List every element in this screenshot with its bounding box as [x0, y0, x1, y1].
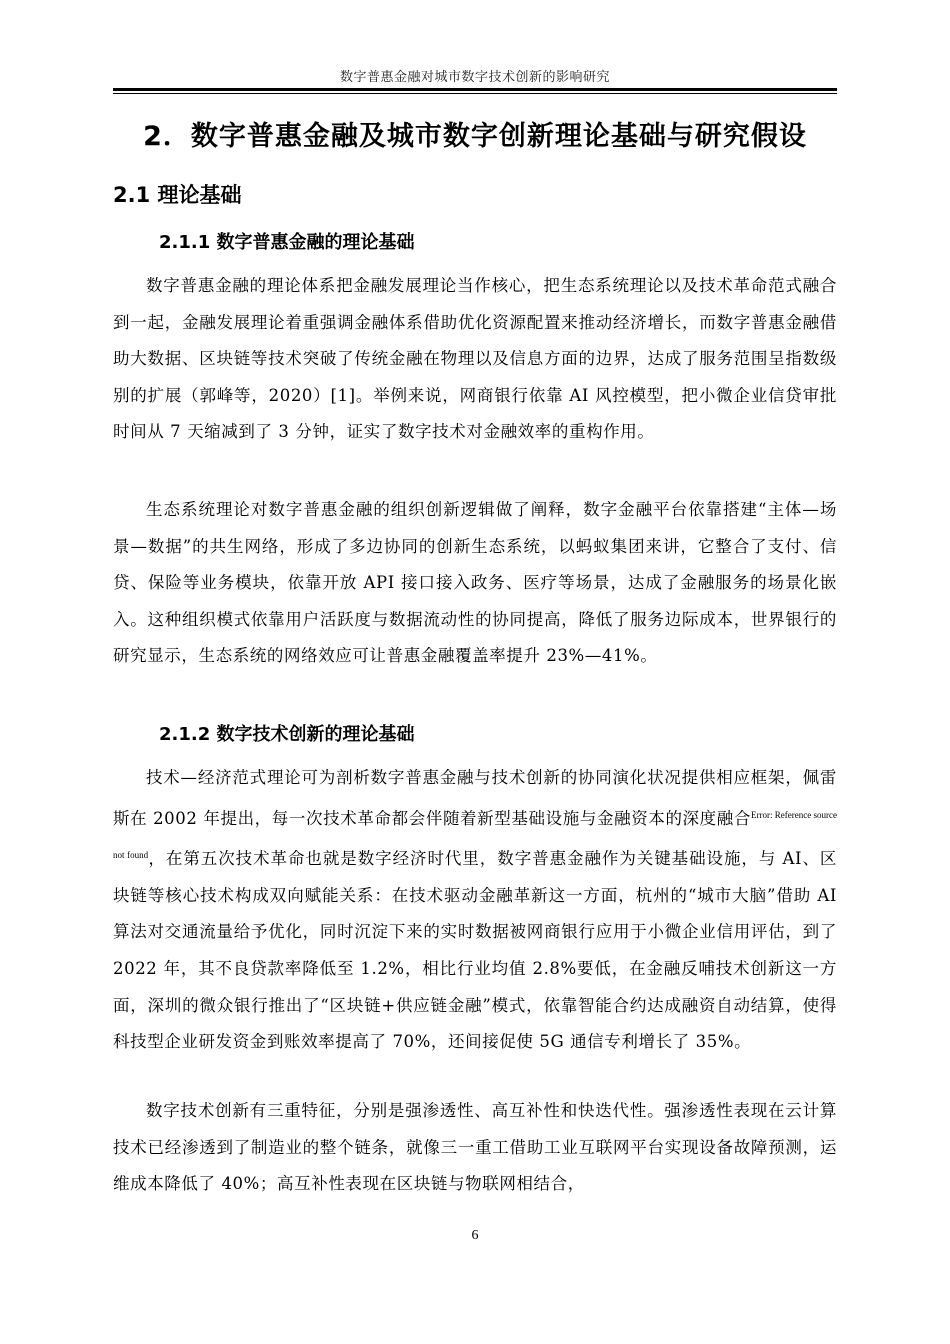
section-2-1-heading: 2.1 理论基础: [113, 183, 242, 207]
body-paragraph: 数字普惠金融的理论体系把金融发展理论当作核心，把生态系统理论以及技术革命范式融合到一起，金融发展理论着重强调金融体系借助优化资源配置来推动经济增长，而数字普惠金融借助大数据、区块链等技术突破了传统金融在物理以及信息方面的边界，达成了服务范围呈指数级别的扩展（郭峰等，2020）[1]。举例来说，网商银行依靠 AI 风控模型，把小微企业信贷审批时间从 7 天缩减到了 3 分钟，证实了数字技术对金融效率的重构作用。: [113, 276, 837, 442]
reference-error-marker: Error: Reference source not found: [113, 809, 837, 861]
page-number: 6: [471, 1228, 479, 1243]
paragraph-text: ，在第五次技术革命也就是数字经济时代里，数字普惠金融作为关键基础设施，与 AI、区块链等核心技术构成双向赋能关系：在技术驱动金融革新这一方面，杭州的“城市大脑”借助 AI 算法对交通流量给予优化，同时沉淀下来的实时数据被网商银行应用于小微企业信用评估，到了 2022 年，其不良贷款率降低至 1.2%，相比行业均值 2.8%要低，在金融反哺技术创新这一方面，深圳的微众银行推出了“区块链+供应链金融”模式，依靠智能合约达成融资自动结算，使得科技型企业研发资金到账效率提高了 70%，还间接促使 5G 通信专利增长了 35%。: [113, 849, 837, 1052]
section-2-1-2-heading: 2.1.2 数字技术创新的理论基础: [159, 724, 415, 745]
header-rule-thin: [113, 93, 837, 94]
body-paragraph: 数字技术创新有三重特征，分别是强渗透性、高互补性和快迭代性。强渗透性表现在云计算技术已经渗透到了制造业的整个链条，就像三一重工借助工业互联网平台实现设备故障预测，运维成本降低了 40%；高互补性表现在区块链与物联网相结合，: [113, 1101, 837, 1194]
running-header: 数字普惠金融对城市数字技术创新的影响研究: [339, 70, 610, 85]
body-paragraph: [113, 760, 837, 1061]
header-rule-thick: [113, 88, 837, 91]
body-paragraph: 生态系统理论对数字普惠金融的组织创新逻辑做了阐释，数字金融平台依靠搭建“主体—场景—数据”的共生网络，形成了多边协同的创新生态系统，以蚂蚁集团来讲，它整合了支付、信贷、保险等业务模块，依靠开放 API 接口接入政务、医疗等场景，达成了金融服务的场景化嵌入。这种组织模式依靠用户活跃度与数据流动性的协同提高，降低了服务边际成本，世界银行的研究显示，生态系统的网络效应可让普惠金融覆盖率提升 23%—41%。: [113, 500, 837, 666]
section-2-1-1-heading: 2.1.1 数字普惠金融的理论基础: [159, 232, 415, 253]
paragraph-text: 技术—经济范式理论可为剖析数字普惠金融与技术创新的协同演化状况提供相应框架，佩雷斯在 2002 年提出，每一次技术革命都会伴随着新型基础设施与金融资本的深度融合: [113, 768, 837, 828]
chapter-title: 2．数字普惠金融及城市数字创新理论基础与研究假设: [143, 121, 807, 152]
